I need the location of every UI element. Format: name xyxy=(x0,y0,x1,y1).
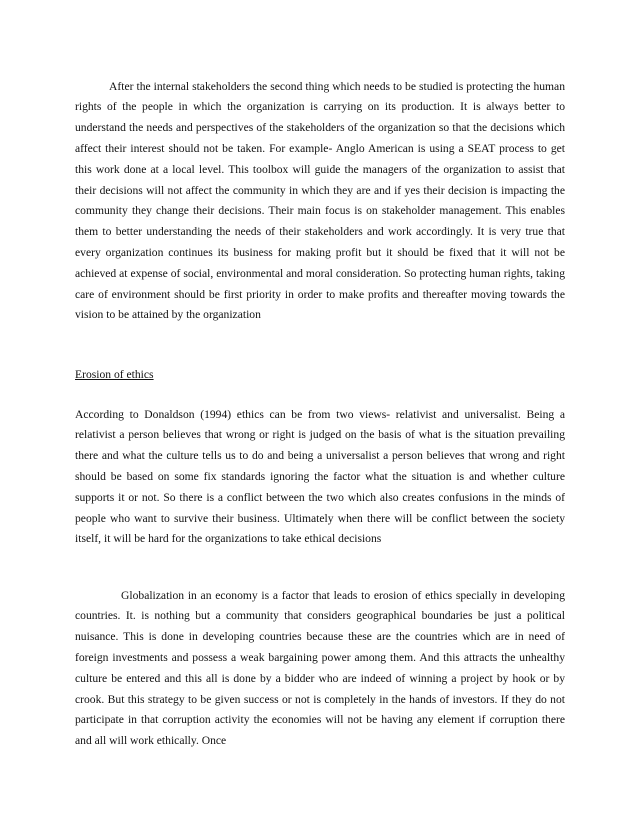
paragraph-donaldson-ethics-views: According to Donaldson (1994) ethics can be from two views- relativist and universalist. Being a relativist a person believes that wrong or right is judged on the basis of what is the situation prevailing there and what the culture tells us to do and being a universalist a person believes that wrong and right should be based on some fix standards ignoring the factor what the situation is and whether culture supports it or not. So there is a conflict between the two which also creates confusions in the minds of people who want to survive their business. Ultimately when there will be conflict between the society itself, it will be hard for the organizations to take ethical decisions xyxy=(75,407,565,546)
paragraph-globalization-ethics: Globalization in an economy is a factor that leads to erosion of ethics specially in developing countries. It. is nothing but a community that considers geographical boundaries be just a political nuisance. This is done in developing countries because these are the countries which are in need of foreign investments and possess a weak bargaining power among them. And this attracts the unhealthy culture be entered and this all is done by a bidder who are indeed of winning a project by hook or by crook. But this strategy to be given success or not is completely in the hands of investors. If they do not participate in that corruption activity the economies will not be having any element if corruption there and all will work ethically. Once xyxy=(75,588,565,748)
section-heading-erosion-of-ethics: Erosion of ethics xyxy=(75,368,154,381)
paragraph-stakeholders-human-rights: After the internal stakeholders the second thing which needs to be studied is protecting the human rights of the people in which the organization is carrying on its production. It is always better to understand the needs and perspectives of the stakeholders of the organization so that the decisions which affect their interest should not be taken. For example- Anglo American is using a SEAT process to get this work done at a local level. This toolbox will guide the managers of the organization to assist that their decisions will not affect the community in which they are and if yes their decision is impacting the community they change their decisions. Their main focus is on stakeholder management. This enables them to better understanding the needs of their stakeholders and work accordingly. It is very true that every organization continues its business for making profit but it should be fixed that it will not be achieved at expense of social, environmental and moral consideration. So protecting human rights, taking care of environment should be first priority in order to make profits and thereafter moving towards the vision to be attained by the organization xyxy=(75,79,565,322)
